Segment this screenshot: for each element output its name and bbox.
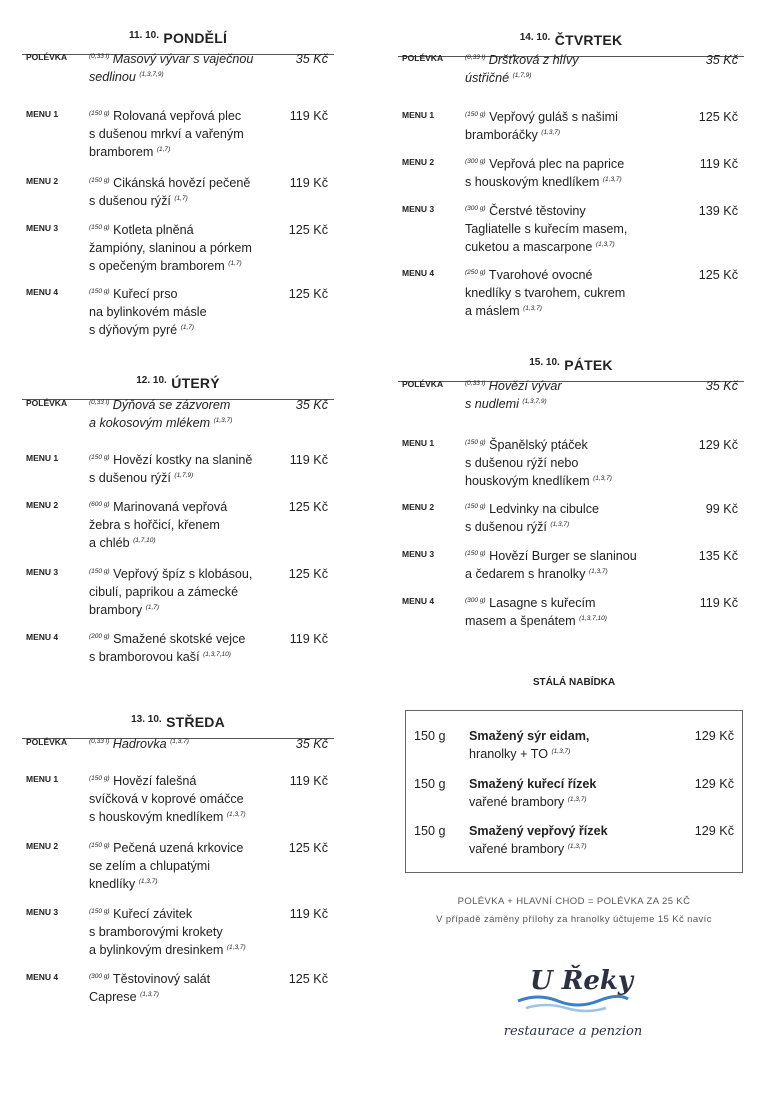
item-line: Hovězí vývar	[488, 379, 562, 393]
item-label: MENU 3	[26, 907, 59, 917]
item-description	[89, 772, 271, 826]
item-line: a kokosovým mlékem	[89, 416, 211, 430]
item-label: POLÉVKA	[26, 52, 68, 62]
item-weight: (150 g)	[465, 110, 486, 118]
item-description	[89, 107, 271, 161]
item-line: a máslem	[465, 304, 520, 318]
item-line: a bylinkovým dresinkem	[89, 943, 224, 957]
item-description	[89, 221, 271, 275]
day-date: 15. 10.	[529, 357, 560, 368]
item-label: MENU 2	[26, 500, 59, 510]
item-price: 139 Kč	[698, 204, 738, 218]
item-description	[465, 500, 647, 536]
standing-price: 129 Kč	[694, 729, 734, 743]
item-allergens: (1,3,7)	[213, 416, 233, 424]
day-name: ČTVRTEK	[554, 32, 623, 48]
item-price: 125 Kč	[288, 841, 328, 855]
item-price: 35 Kč	[295, 52, 328, 66]
day-name: PÁTEK	[564, 357, 613, 373]
day-date: 11. 10.	[128, 30, 159, 41]
day-section-1	[22, 375, 334, 664]
item-line: žebra s hořčicí, křenem	[89, 518, 220, 532]
item-allergens: (1,7)	[174, 194, 188, 202]
item-price: 35 Kč	[295, 737, 328, 751]
day-date: 13. 10.	[131, 714, 162, 725]
item-description	[465, 202, 647, 256]
item-weight: (300 g)	[89, 972, 110, 980]
standing-allergens: (1,3,7)	[567, 842, 587, 850]
side-swap-note: V případě záměny přílohy za hranolky účtujeme 15 Kč navíc	[436, 914, 712, 925]
standing-offer-title: STÁLÁ NABÍDKA	[532, 677, 616, 688]
item-description	[465, 594, 647, 630]
item-line: s nudlemi	[465, 397, 519, 411]
item-description	[89, 451, 271, 487]
item-allergens: (1,3,7,9)	[522, 397, 547, 405]
item-weight: (150 g)	[465, 549, 486, 557]
item-allergens: (1,7,10)	[133, 536, 156, 544]
standing-side: vařené brambory	[469, 795, 565, 809]
item-price: 35 Kč	[295, 398, 328, 412]
item-weight: (300 g)	[465, 204, 486, 212]
logo-graphic	[478, 957, 668, 1047]
item-line: Hovězí Burger se slaninou	[489, 549, 637, 563]
item-weight: (150 g)	[465, 502, 486, 510]
standing-allergens: (1,3,7)	[551, 747, 571, 755]
combo-note: POLÉVKA + HLAVNÍ CHOD = POLÉVKA ZA 25 KČ	[457, 896, 691, 907]
item-line: Lasagne s kuřecím	[489, 596, 596, 610]
item-allergens: (1,3,7)	[602, 175, 622, 183]
item-label: MENU 4	[26, 972, 59, 982]
item-label: MENU 1	[26, 109, 59, 119]
item-allergens: (1,7)	[156, 145, 171, 153]
item-allergens: (1,3,7,10)	[203, 650, 231, 658]
item-allergens: (1,3,7)	[588, 567, 608, 575]
item-line: Dýňová se zázvorem	[112, 398, 231, 412]
item-description	[89, 174, 271, 210]
item-line: se zelím a chlupatými	[89, 859, 211, 873]
day-date: 12. 10.	[136, 375, 167, 386]
day-name: PONDĚLÍ	[163, 30, 228, 46]
item-description	[465, 377, 647, 413]
standing-allergens: (1,3,7)	[567, 795, 587, 803]
item-allergens: (1,3,7)	[550, 520, 570, 528]
item-label: MENU 1	[26, 774, 59, 784]
item-weight: (150 g)	[89, 176, 110, 184]
item-line: Marinovaná vepřová	[113, 500, 228, 514]
item-description	[89, 285, 271, 339]
item-line: Dršťková z hlívy	[488, 53, 579, 67]
item-line: Vepřový špíz s klobásou,	[113, 567, 253, 581]
standing-weight: 150 g	[414, 824, 446, 838]
item-label: MENU 1	[402, 438, 435, 448]
item-line: žampióny, slaninou a pórkem	[89, 241, 252, 255]
item-description	[465, 155, 647, 191]
item-allergens: (1,3,7)	[170, 737, 189, 745]
item-price: 125 Kč	[698, 268, 738, 282]
item-line: s bramborovou kaší	[89, 650, 200, 664]
standing-name: Smažený sýr eidam,	[469, 729, 590, 743]
item-line: Hovězí kostky na slanině	[113, 453, 253, 467]
item-label: MENU 2	[26, 841, 59, 851]
item-weight: (200 g)	[89, 632, 110, 640]
item-price: 125 Kč	[288, 287, 328, 301]
standing-price: 129 Kč	[694, 824, 734, 838]
item-line: Ledvinky na cibulce	[489, 502, 600, 516]
item-description	[465, 436, 647, 490]
item-line: a chléb	[89, 536, 130, 550]
item-line: Tvarohové ovocné	[488, 268, 593, 282]
item-weight: (0,33 l)	[465, 379, 486, 387]
item-line: bramboráčky	[465, 128, 538, 142]
item-allergens: (1,3,7)	[140, 990, 159, 998]
item-weight: (150 g)	[89, 907, 110, 915]
item-weight: (150 g)	[89, 841, 110, 849]
item-line: Hadrovka	[112, 737, 167, 751]
restaurant-logo	[478, 957, 668, 1047]
item-description	[465, 51, 647, 87]
standing-side: vařené brambory	[469, 842, 565, 856]
item-line: Hovězí falešná	[113, 774, 197, 788]
item-line: knedlíky s tvarohem, cukrem	[465, 286, 626, 300]
item-description	[89, 396, 271, 432]
item-allergens: (1,7)	[145, 603, 160, 611]
item-line: s houskovým knedlíkem	[465, 175, 600, 189]
item-line: ústřičné	[465, 71, 510, 85]
item-allergens: (1,3,7)	[138, 877, 158, 885]
day-name: STŘEDA	[166, 714, 225, 730]
item-line: s dušenou rýží nebo	[465, 456, 579, 470]
item-label: MENU 3	[402, 204, 435, 214]
day-section-0	[22, 30, 334, 337]
item-allergens: (1,7)	[180, 323, 195, 331]
item-line: houskovým knedlíkem	[465, 474, 590, 488]
day-section-3	[398, 32, 744, 318]
item-line: svíčková v koprové omáčce	[89, 792, 244, 806]
item-description	[465, 547, 647, 583]
item-price: 125 Kč	[288, 567, 328, 581]
standing-description	[469, 727, 669, 763]
item-label: POLÉVKA	[26, 737, 68, 747]
standing-description	[469, 822, 669, 858]
item-line: bramborem	[89, 145, 154, 159]
item-allergens: (1,7,9)	[174, 471, 194, 479]
item-label: MENU 3	[26, 567, 59, 577]
item-weight: (0,33 l)	[89, 737, 110, 745]
item-label: POLÉVKA	[402, 379, 444, 389]
item-description	[89, 735, 271, 753]
item-line: s bramborovými krokety	[89, 925, 223, 939]
item-description	[89, 630, 271, 666]
item-label: MENU 2	[402, 502, 435, 512]
standing-description	[469, 775, 669, 811]
item-allergens: (1,3,7)	[541, 128, 561, 136]
item-price: 119 Kč	[289, 907, 328, 921]
standing-price: 129 Kč	[694, 777, 734, 791]
item-line: s dýňovým pyré	[89, 323, 178, 337]
item-weight: (150 g)	[89, 287, 110, 295]
logo-wave-light-icon	[526, 1005, 606, 1011]
item-line: brambory	[89, 603, 143, 617]
item-line: s dušenou rýží	[465, 520, 547, 534]
item-label: MENU 2	[402, 157, 435, 167]
item-line: s houskovým knedlíkem	[89, 810, 224, 824]
item-weight: (150 g)	[89, 567, 110, 575]
item-weight: (0,33 l)	[89, 52, 110, 60]
item-description	[465, 108, 647, 144]
item-price: 135 Kč	[698, 549, 738, 563]
item-price: 125 Kč	[698, 110, 738, 124]
day-date: 14. 10.	[519, 32, 551, 43]
item-label: MENU 3	[26, 223, 59, 233]
item-weight: (150 g)	[89, 223, 110, 231]
item-price: 119 Kč	[699, 596, 738, 610]
item-line: cibulí, paprikou a zámecké	[89, 585, 239, 599]
item-weight: (300 g)	[465, 596, 486, 604]
item-weight: (150 g)	[465, 438, 486, 446]
day-section-4	[398, 357, 744, 628]
standing-offer-box	[405, 710, 743, 873]
item-label: MENU 3	[402, 549, 435, 559]
item-line: Španělský ptáček	[489, 438, 588, 452]
item-line: s dušenou mrkví a vařeným	[89, 127, 244, 141]
item-label: MENU 4	[402, 268, 435, 278]
item-description	[89, 839, 271, 893]
item-allergens: (1,3,7)	[593, 474, 612, 482]
item-description	[89, 498, 271, 552]
item-line: Caprese	[89, 990, 137, 1004]
item-line: Vepřová plec na paprice	[489, 157, 625, 171]
standing-side: hranolky + TO	[469, 747, 548, 761]
item-label: MENU 4	[26, 632, 59, 642]
item-allergens: (1,3,7)	[595, 240, 615, 248]
item-allergens: (1,3,7)	[226, 810, 246, 818]
day-name: ÚTERÝ	[171, 375, 220, 391]
item-price: 119 Kč	[289, 176, 328, 190]
item-price: 119 Kč	[289, 632, 328, 646]
item-line: knedlíky	[89, 877, 136, 891]
item-price: 35 Kč	[705, 379, 738, 393]
item-allergens: (1,3,7,10)	[579, 614, 607, 622]
item-weight: (150 g)	[89, 774, 110, 782]
item-line: Tagliatelle s kuřecím masem,	[465, 222, 628, 236]
item-line: Těstovinový salát	[112, 972, 211, 986]
item-line: Cikánská hovězí pečeně	[113, 176, 251, 190]
logo-tagline: restaurace a penzion	[503, 1024, 643, 1039]
item-line: Vepřový guláš s našimi	[489, 110, 618, 124]
item-price: 119 Kč	[699, 157, 738, 171]
standing-name: Smažený vepřový řízek	[469, 824, 608, 838]
item-price: 119 Kč	[289, 453, 328, 467]
item-line: Smažené skotské vejce	[113, 632, 246, 646]
standing-name: Smažený kuřecí řízek	[469, 777, 597, 791]
item-line: Čerstvé těstoviny	[489, 204, 586, 218]
item-weight: (0,33 l)	[465, 53, 486, 61]
item-weight: (250 g)	[465, 268, 486, 276]
item-line: sedlinou	[89, 70, 136, 84]
item-price: 125 Kč	[288, 500, 328, 514]
item-weight: (150 g)	[89, 453, 110, 461]
item-line: s dušenou rýží	[89, 471, 171, 485]
logo-name: U Řeky	[530, 966, 633, 996]
item-line: s dušenou rýží	[89, 194, 171, 208]
item-line: masem a špenátem	[465, 614, 576, 628]
item-price: 125 Kč	[288, 223, 328, 237]
item-line: s opečeným bramborem	[89, 259, 225, 273]
item-label: POLÉVKA	[402, 53, 444, 63]
item-label: MENU 2	[26, 176, 59, 186]
item-weight: (0,33 l)	[89, 398, 110, 406]
item-label: POLÉVKA	[26, 398, 68, 408]
item-line: a čedarem s hranolky	[465, 567, 586, 581]
item-description	[89, 905, 271, 959]
item-weight: (150 g)	[89, 109, 110, 117]
item-label: MENU 4	[26, 287, 59, 297]
item-allergens: (1,7,9)	[512, 71, 532, 79]
item-price: 35 Kč	[705, 53, 738, 67]
item-allergens: (1,3,7)	[226, 943, 246, 951]
item-line: Kuřecí závitek	[113, 907, 193, 921]
item-line: Kuřecí prso	[113, 287, 178, 301]
item-description	[89, 50, 271, 86]
item-label: MENU 4	[402, 596, 435, 606]
item-price: 125 Kč	[288, 972, 328, 986]
item-weight: (600 g)	[89, 500, 110, 508]
item-allergens: (1,7)	[228, 259, 242, 267]
item-description	[89, 565, 271, 619]
item-line: Rolovaná vepřová plec	[113, 109, 242, 123]
item-line: Kotleta plněná	[113, 223, 194, 237]
item-allergens: (1,3,7,9)	[139, 70, 164, 78]
item-price: 129 Kč	[698, 438, 738, 452]
item-allergens: (1,3,7)	[523, 304, 542, 312]
day-section-2	[22, 714, 334, 1004]
item-price: 119 Kč	[289, 109, 328, 123]
item-line: Pečená uzená krkovice	[113, 841, 244, 855]
standing-weight: 150 g	[414, 777, 446, 791]
item-line: na bylinkovém másle	[89, 305, 207, 319]
item-line: cuketou a mascarpone	[465, 240, 593, 254]
item-weight: (300 g)	[465, 157, 486, 165]
standing-weight: 150 g	[414, 729, 446, 743]
item-description	[465, 266, 647, 320]
logo-wave-icon	[518, 996, 628, 1005]
item-price: 99 Kč	[705, 502, 738, 516]
item-label: MENU 1	[402, 110, 435, 120]
item-price: 119 Kč	[289, 774, 328, 788]
item-label: MENU 1	[26, 453, 59, 463]
item-description	[89, 970, 271, 1006]
item-line: Masový vývar s vaječnou	[112, 52, 254, 66]
